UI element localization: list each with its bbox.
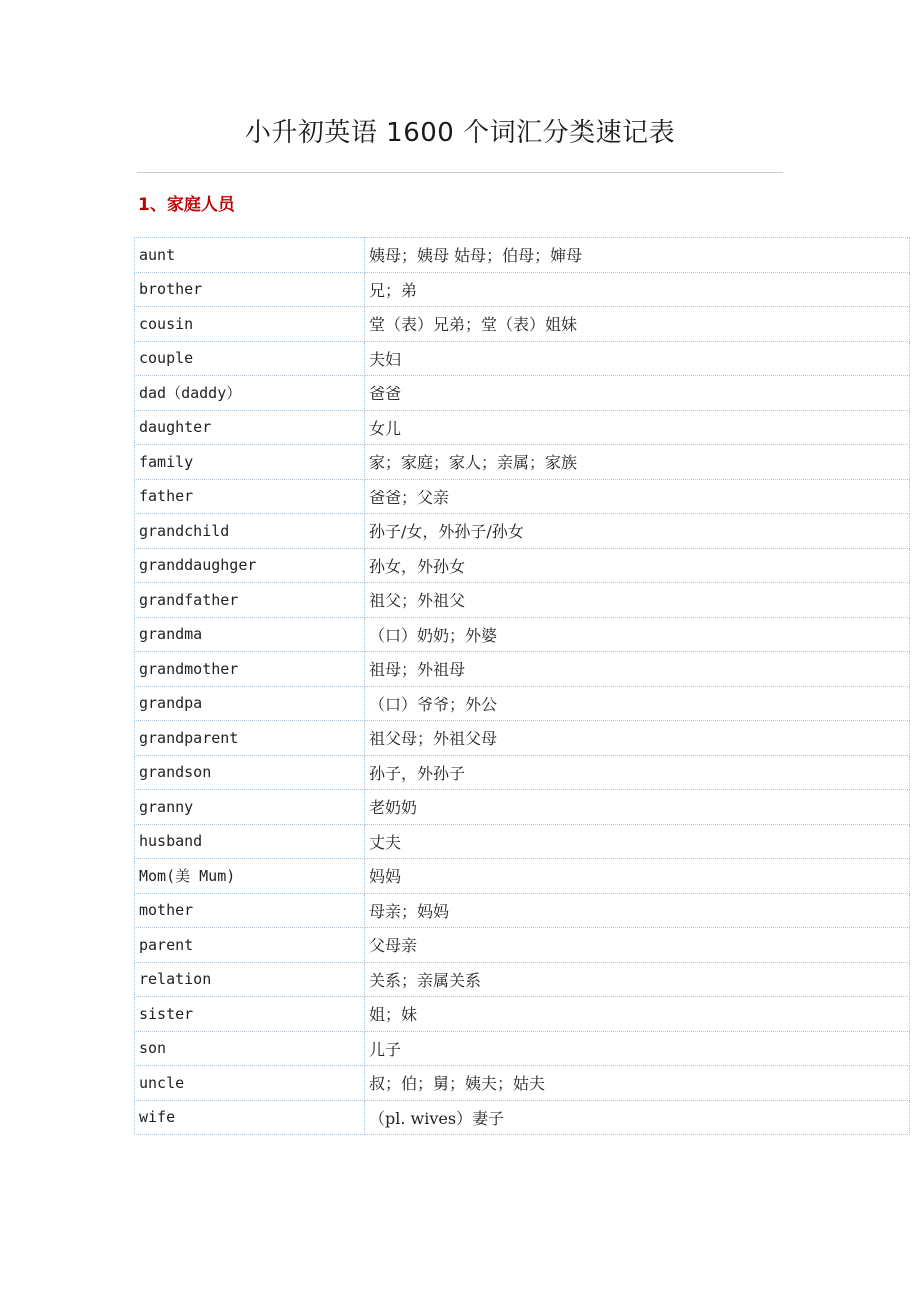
word-cell: grandchild xyxy=(135,514,365,549)
table-row xyxy=(135,238,910,273)
word-cell: mother xyxy=(135,893,365,928)
table-row xyxy=(135,997,910,1032)
table-row xyxy=(135,376,910,411)
meaning-cell: 女儿 xyxy=(365,410,910,445)
word-cell: Mom(美 Mum) xyxy=(135,859,365,894)
table-row xyxy=(135,617,910,652)
table-row xyxy=(135,721,910,756)
word-cell: grandmother xyxy=(135,652,365,687)
word-cell: grandfather xyxy=(135,583,365,618)
table-row xyxy=(135,652,910,687)
table-row xyxy=(135,1066,910,1101)
table-row xyxy=(135,548,910,583)
meaning-cell: 爸爸；父亲 xyxy=(365,479,910,514)
word-cell: relation xyxy=(135,962,365,997)
word-cell: family xyxy=(135,445,365,480)
meaning-cell: 老奶奶 xyxy=(365,790,910,825)
meaning-cell: 关系；亲属关系 xyxy=(365,962,910,997)
section-heading: 1、家庭人员 xyxy=(138,195,235,215)
word-cell: grandparent xyxy=(135,721,365,756)
meaning-cell: 祖父母；外祖父母 xyxy=(365,721,910,756)
meaning-cell: （口）爷爷；外公 xyxy=(365,686,910,721)
table-row xyxy=(135,790,910,825)
table-row xyxy=(135,445,910,480)
meaning-cell: 孙女，外孙女 xyxy=(365,548,910,583)
word-cell: husband xyxy=(135,824,365,859)
meaning-cell: 夫妇 xyxy=(365,341,910,376)
title-divider xyxy=(137,172,783,173)
word-cell: grandpa xyxy=(135,686,365,721)
meaning-cell: 兄；弟 xyxy=(365,272,910,307)
word-cell: father xyxy=(135,479,365,514)
word-cell: aunt xyxy=(135,238,365,273)
table-row xyxy=(135,859,910,894)
word-cell: couple xyxy=(135,341,365,376)
meaning-cell: 妈妈 xyxy=(365,859,910,894)
meaning-cell: 爸爸 xyxy=(365,376,910,411)
meaning-cell: 丈夫 xyxy=(365,824,910,859)
word-cell: granny xyxy=(135,790,365,825)
table-row xyxy=(135,893,910,928)
table-row xyxy=(135,1031,910,1066)
word-cell: sister xyxy=(135,997,365,1032)
word-cell: parent xyxy=(135,928,365,963)
word-cell: daughter xyxy=(135,410,365,445)
meaning-cell: 叔；伯；舅；姨夫；姑夫 xyxy=(365,1066,910,1101)
word-cell: son xyxy=(135,1031,365,1066)
word-cell: wife xyxy=(135,1100,365,1135)
word-cell: brother xyxy=(135,272,365,307)
table-row xyxy=(135,1100,910,1135)
table-row xyxy=(135,686,910,721)
table-row xyxy=(135,962,910,997)
meaning-cell: （pl. wives）妻子 xyxy=(365,1100,910,1135)
meaning-cell: 姨母；姨母 姑母；伯母；婶母 xyxy=(365,238,910,273)
meaning-cell: 堂（表）兄弟；堂（表）姐妹 xyxy=(365,307,910,342)
meaning-cell: 家；家庭；家人；亲属；家族 xyxy=(365,445,910,480)
table-row xyxy=(135,341,910,376)
meaning-cell: （口）奶奶；外婆 xyxy=(365,617,910,652)
word-cell: grandma xyxy=(135,617,365,652)
table-row xyxy=(135,928,910,963)
table-row xyxy=(135,583,910,618)
table-row xyxy=(135,307,910,342)
table-row xyxy=(135,410,910,445)
table-row xyxy=(135,755,910,790)
meaning-cell: 孙子/女，外孙子/孙女 xyxy=(365,514,910,549)
vocabulary-table xyxy=(134,237,910,1135)
table-row xyxy=(135,479,910,514)
word-cell: grandson xyxy=(135,755,365,790)
table-row xyxy=(135,514,910,549)
meaning-cell: 祖母；外祖母 xyxy=(365,652,910,687)
table-row xyxy=(135,824,910,859)
meaning-cell: 姐；妹 xyxy=(365,997,910,1032)
table-row xyxy=(135,272,910,307)
word-cell: uncle xyxy=(135,1066,365,1101)
word-cell: granddaughger xyxy=(135,548,365,583)
meaning-cell: 祖父；外祖父 xyxy=(365,583,910,618)
meaning-cell: 父母亲 xyxy=(365,928,910,963)
vocabulary-table-body xyxy=(135,238,910,1135)
page-title: 小升初英语 1600 个词汇分类速记表 xyxy=(244,118,676,148)
meaning-cell: 孙子，外孙子 xyxy=(365,755,910,790)
meaning-cell: 母亲；妈妈 xyxy=(365,893,910,928)
word-cell: dad（daddy） xyxy=(135,376,365,411)
word-cell: cousin xyxy=(135,307,365,342)
meaning-cell: 儿子 xyxy=(365,1031,910,1066)
